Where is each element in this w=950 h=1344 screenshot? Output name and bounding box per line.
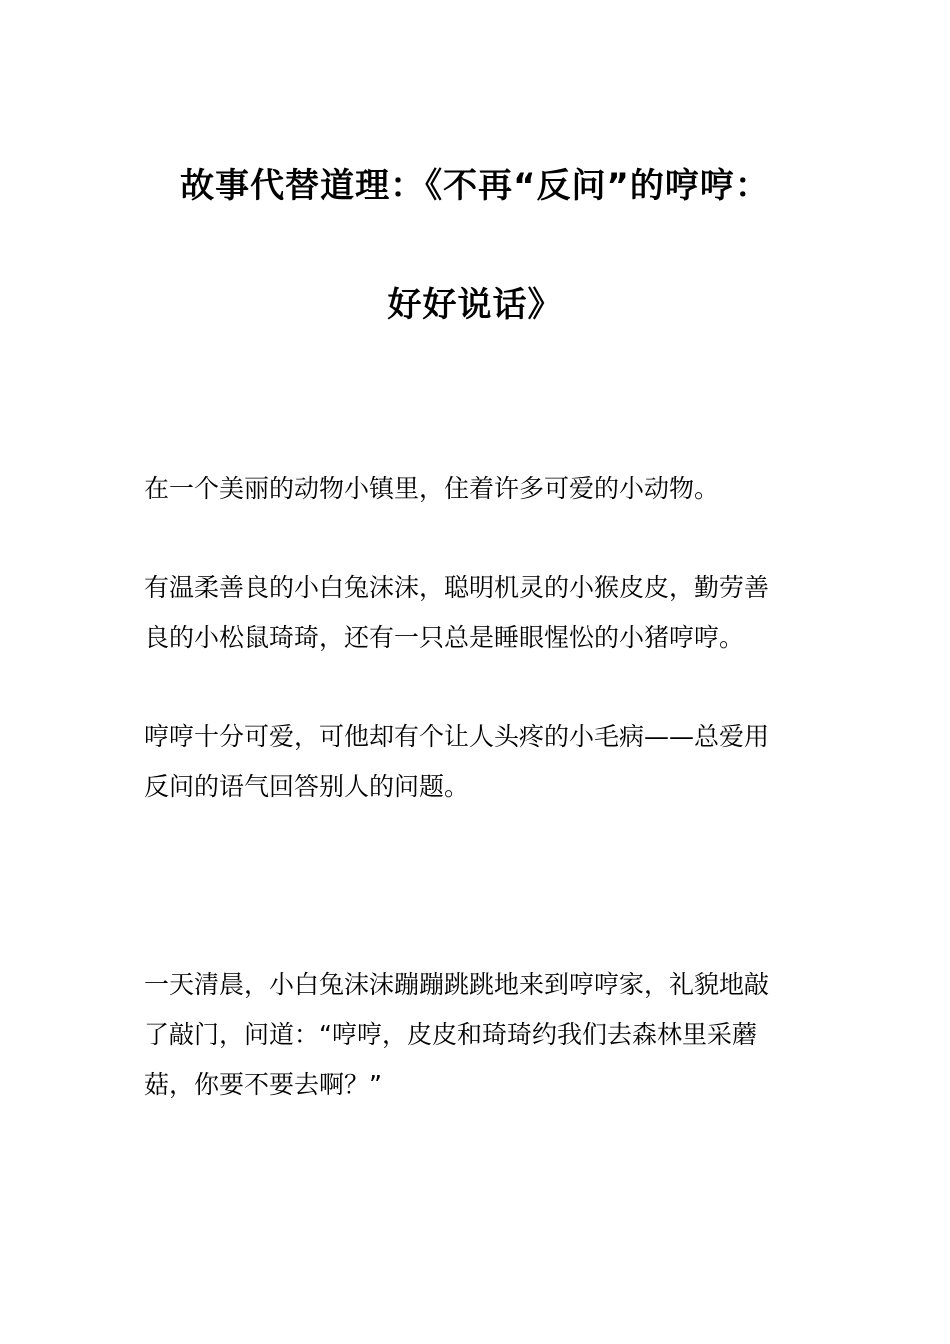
- paragraph-line: 哼哼十分可爱，可他却有个让人头疼的小毛病——总爱用: [144, 722, 770, 751]
- paragraph-line: 良的小松鼠琦琦，还有一只总是睡眼惺忪的小猪哼哼。: [144, 623, 745, 652]
- paragraph-line: 反问的语气回答别人的问题。: [144, 772, 470, 801]
- paragraph-morning: [144, 960, 816, 1110]
- document-title-line-1: 故事代替道理：《不再“反问”的哼哼：: [180, 166, 770, 206]
- paragraph-intro: [144, 464, 816, 514]
- paragraph-characters: [144, 563, 816, 663]
- paragraph-line: 有温柔善良的小白兔沫沫，聪明机灵的小猴皮皮，勤劳善: [144, 573, 770, 602]
- paragraph-problem: [144, 712, 816, 812]
- paragraph-line: 一天清晨，小白兔沫沫蹦蹦跳跳地来到哼哼家，礼貌地敲: [144, 970, 770, 999]
- paragraph-line: 在一个美丽的动物小镇里，住着许多可爱的小动物。: [144, 474, 720, 503]
- paragraph-line: 菇，你要不要去啊？”: [144, 1070, 382, 1099]
- document-title-line-2: 好好说话》: [387, 285, 563, 325]
- paragraph-line: 了敲门，问道：“哼哼，皮皮和琦琦约我们去森林里采蘑: [144, 1020, 757, 1049]
